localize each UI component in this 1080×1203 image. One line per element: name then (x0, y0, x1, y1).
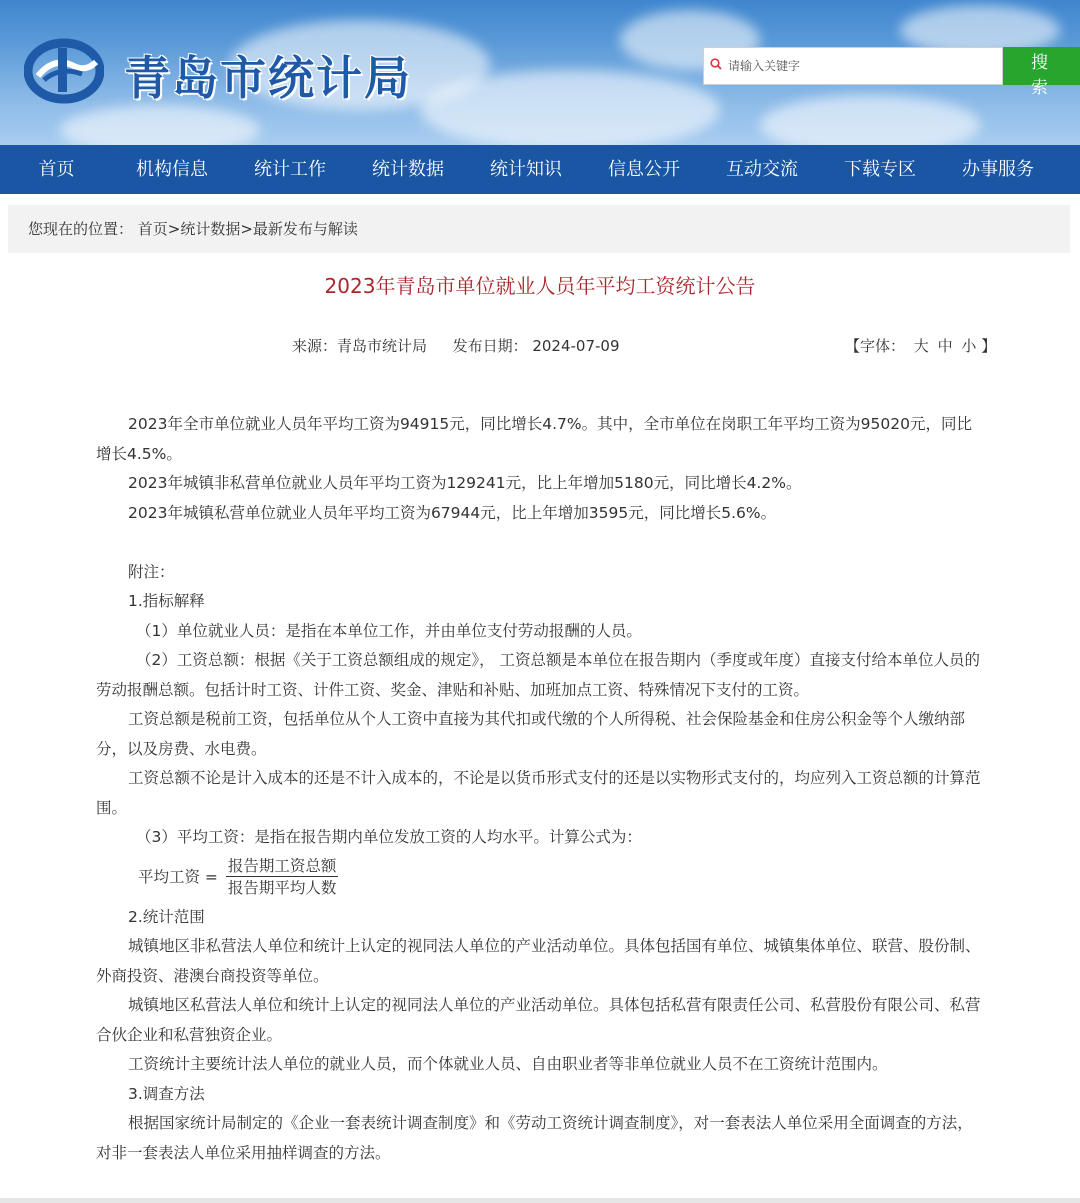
paragraph: 工资总额不论是计入成本的还是不计入成本的，不论是以货币形式支付的还是以实物形式支付的，均应列入工资总额的计算范围。 (96, 769, 981, 817)
cloud-decoration (760, 95, 980, 145)
section-heading: 1.指标解释 (128, 592, 205, 610)
paragraph: 2023年全市单位就业人员年平均工资为94915元，同比增长4.7%。其中，全市单位在岗职工年平均工资为95020元，同比增长4.5%。 (96, 415, 972, 463)
paragraph: （1）单位就业人员：是指在本单位工作，并由单位支付劳动报酬的人员。 (136, 621, 642, 640)
header-banner (0, 0, 1080, 145)
font-size-label-close: 】 (981, 337, 997, 355)
formula-lhs: 平均工资 = (138, 867, 218, 886)
section-heading: 3.调查方法 (128, 1084, 205, 1103)
search-box (703, 47, 1003, 85)
nav-item-statistical-knowledge[interactable]: 统计知识 (490, 159, 562, 180)
nav-item-statistical-data[interactable]: 统计数据 (372, 159, 444, 180)
footer-divider (0, 1198, 1080, 1203)
nav-item-home[interactable]: 首页 (38, 159, 75, 180)
nav-item-services[interactable]: 办事服务 (962, 159, 1034, 180)
formula-fraction (226, 856, 339, 899)
search-button[interactable]: 搜 索 (1003, 47, 1080, 85)
article-date: 发布日期： 2024-07-09 (452, 337, 620, 355)
paragraph: （3）平均工资：是指在报告期内单位发放工资的人均水平。计算公式为： (136, 828, 642, 846)
section-heading: 2.统计范围 (128, 907, 205, 926)
paragraph: 根据国家统计局制定的《企业一套表统计调查制度》和《劳动工资统计调查制度》，对一套表法人单位采用全面调查的方法，对非一套表法人单位采用抽样调查的方法。 (96, 1114, 973, 1162)
nav-item-statistical-work[interactable]: 统计工作 (254, 159, 326, 180)
site-title[interactable]: 青岛市统计局 (124, 51, 412, 105)
notes-heading: 附注： (128, 562, 175, 581)
paragraph: （2）工资总额：根据《关于工资总额组成的规定》， 工资总额是本单位在报告期内（季度或年度）直接支付给本单位人员的劳动报酬总额。包括计时工资、计件工资、奖金、津贴和补贴、加班加点工资、特殊情况下支付的工资。 (96, 651, 981, 699)
breadcrumb-label: 您现在的位置： (28, 220, 134, 238)
article-title: 2023年青岛市单位就业人员年平均工资统计公告 (324, 274, 756, 298)
nav-item-downloads[interactable]: 下载专区 (844, 159, 916, 180)
article-content (96, 410, 984, 1168)
search-input[interactable] (726, 48, 1000, 84)
search-icon (710, 58, 722, 70)
nav-item-information-disclosure[interactable]: 信息公开 (608, 159, 680, 180)
breadcrumb (8, 205, 1070, 253)
average-wage-formula (138, 855, 984, 901)
paragraph: 工资统计主要统计法人单位的就业人员，而个体就业人员、自由职业者等非单位就业人员不在工资统计范围内。 (128, 1055, 888, 1073)
font-medium-button[interactable]: 中 (937, 337, 953, 355)
nav-item-organization[interactable]: 机构信息 (136, 159, 208, 180)
paragraph: 城镇地区私营法人单位和统计上认定的视同法人单位的产业活动单位。具体包括私营有限责任公司、私营股份有限公司、私营合伙企业和私营独资企业。 (96, 996, 981, 1044)
cloud-decoration (60, 105, 260, 145)
font-size-control (845, 335, 996, 356)
article-source: 来源：青岛市统计局 (292, 337, 428, 355)
paragraph: 2023年城镇非私营单位就业人员年平均工资为129241元，比上年增加5180元，同比增长4.2%。 (128, 474, 802, 492)
nav-item-interaction[interactable]: 互动交流 (726, 159, 798, 180)
formula-denominator: 报告期平均人数 (227, 879, 337, 897)
paragraph: 工资总额是税前工资，包括单位从个人工资中直接为其代扣或代缴的个人所得税、社会保险基金和住房公积金等个人缴纳部分，以及房费、水电费。 (96, 710, 966, 758)
statistics-bureau-logo-icon (24, 36, 104, 106)
paragraph: 城镇地区非私营法人单位和统计上认定的视同法人单位的产业活动单位。具体包括国有单位、城镇集体单位、联营、股份制、外商投资、港澳台商投资等单位。 (96, 937, 981, 985)
main-nav (0, 145, 1080, 194)
font-small-button[interactable]: 小 (961, 337, 977, 355)
paragraph: 2023年城镇私营单位就业人员年平均工资为67944元，比上年增加3595元，同比增长5.6%。 (128, 503, 777, 522)
cloud-decoration (420, 70, 720, 145)
formula-numerator: 报告期工资总额 (227, 857, 337, 875)
font-large-button[interactable]: 大 (913, 337, 929, 355)
font-size-label: 【字体： (845, 337, 906, 355)
breadcrumb-path[interactable]: 首页>统计数据>最新发布与解读 (137, 220, 358, 238)
